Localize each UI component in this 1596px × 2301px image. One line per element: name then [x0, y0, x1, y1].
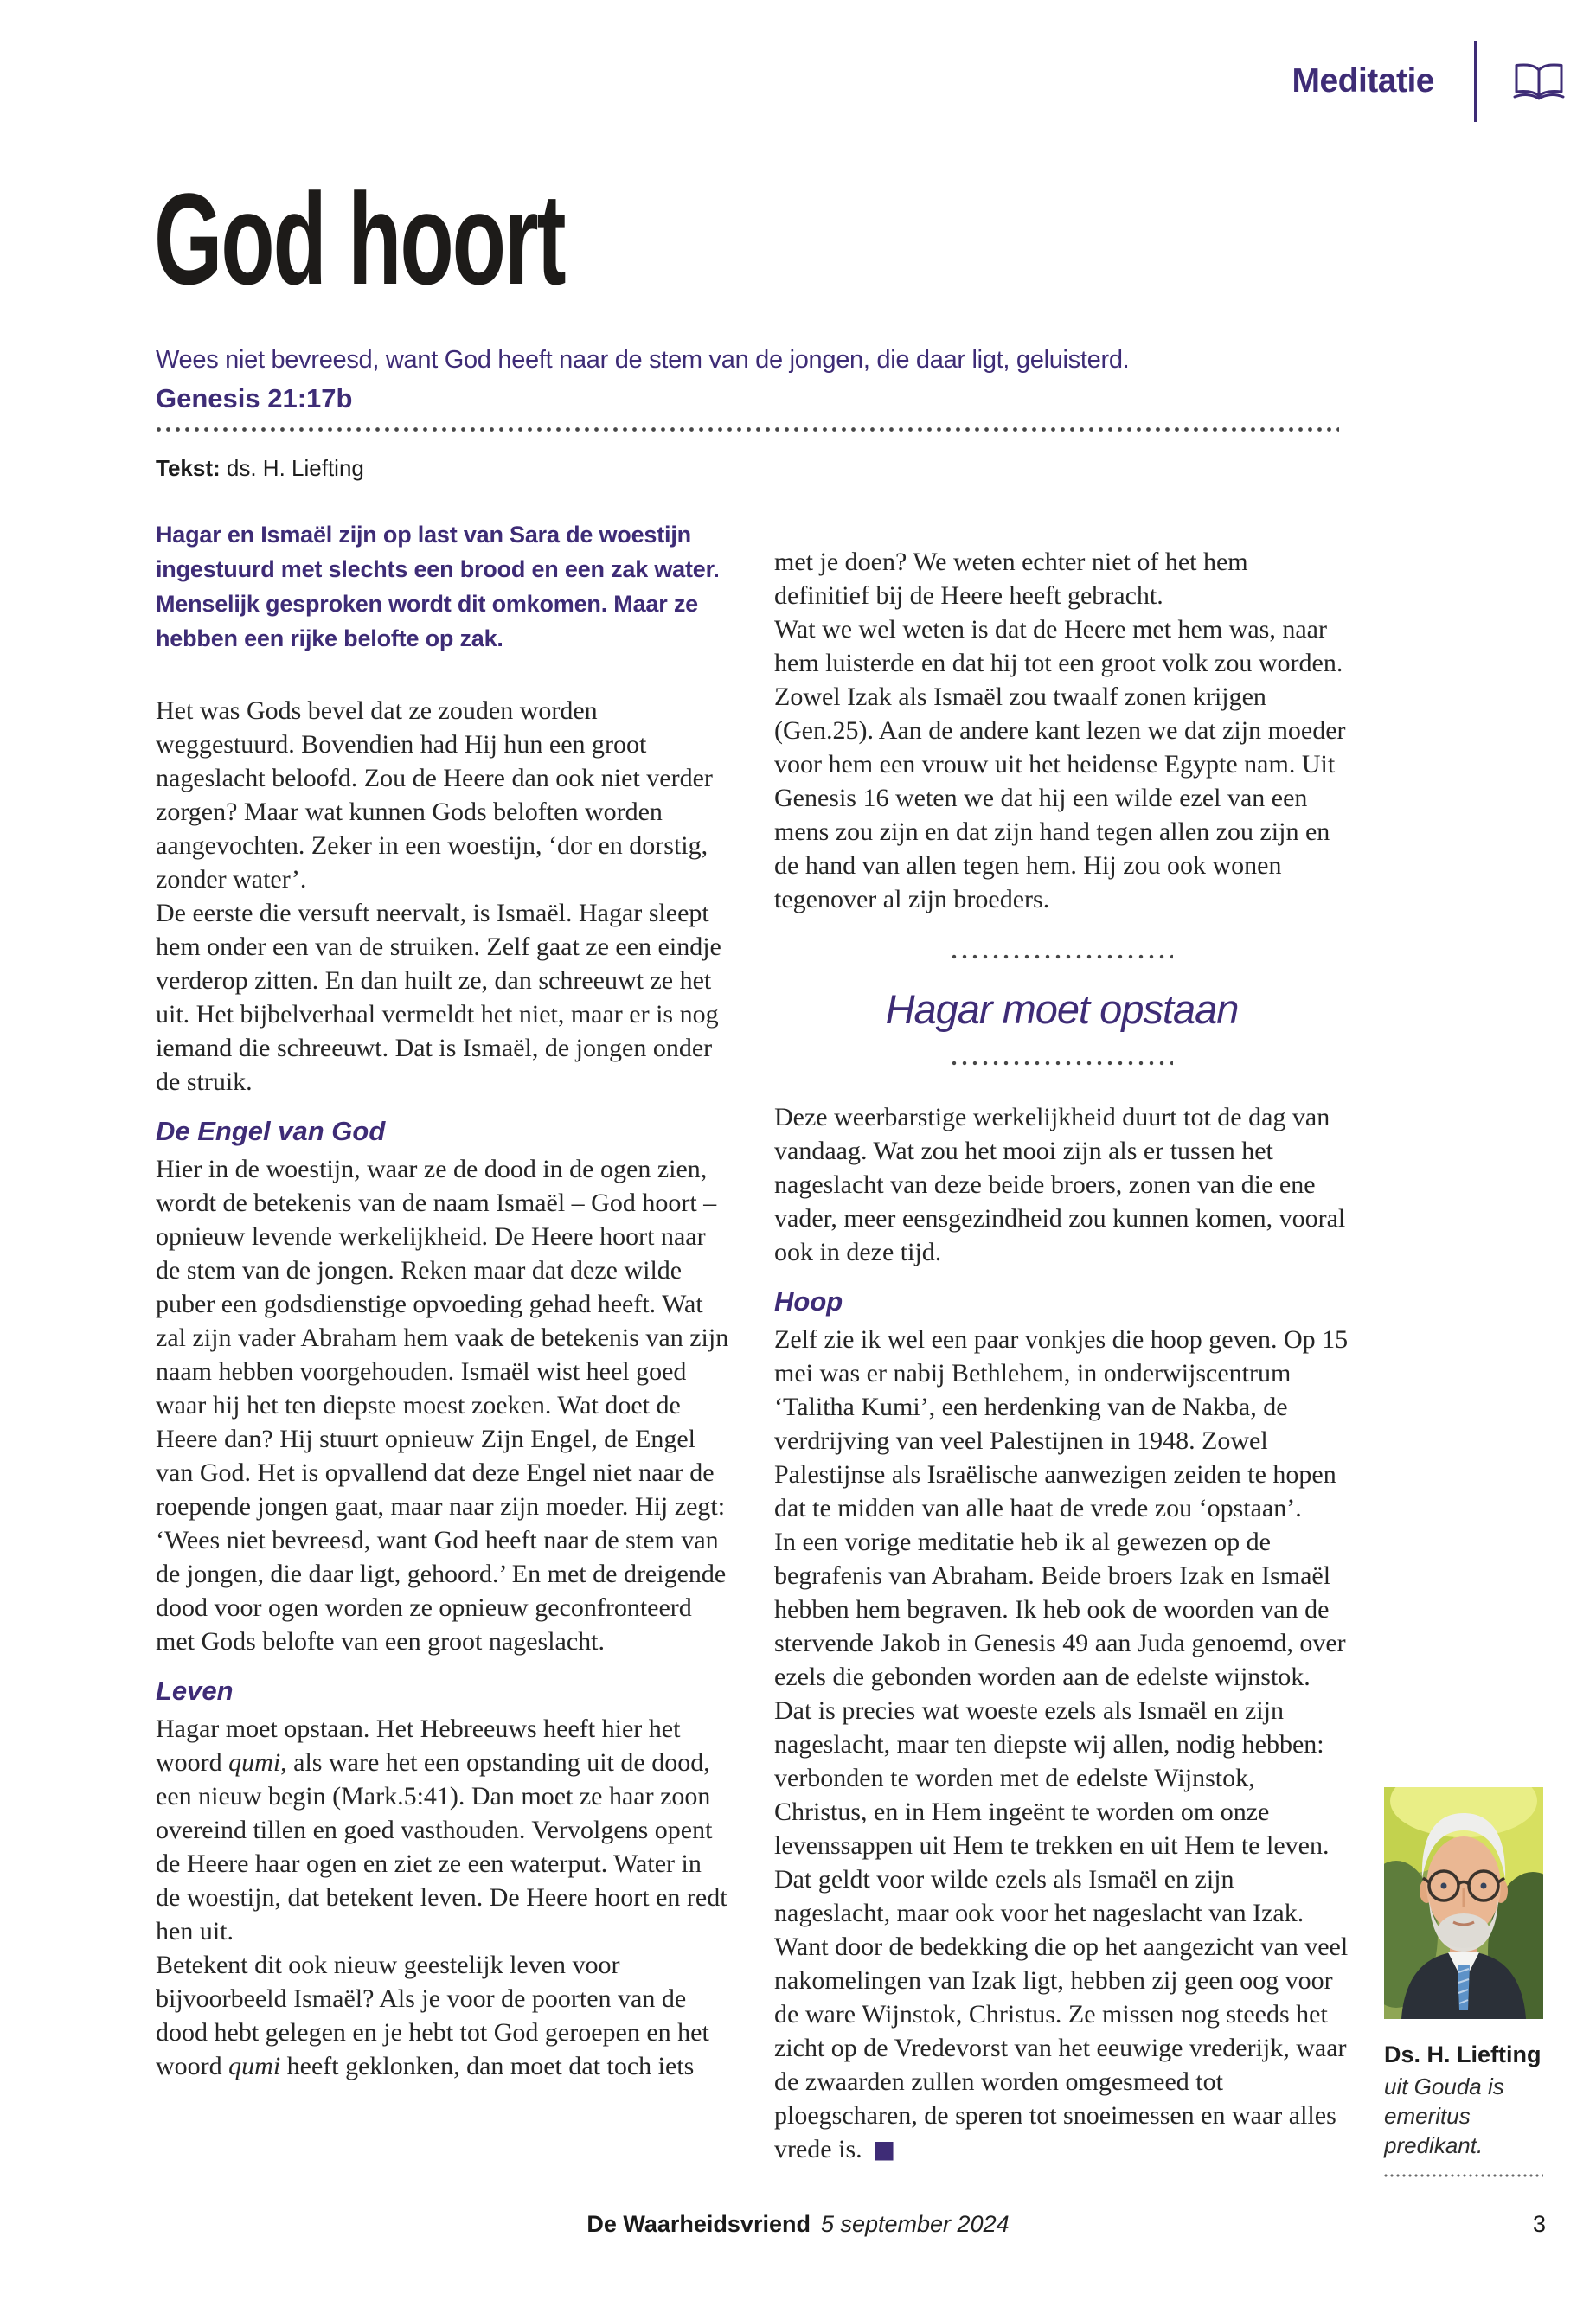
- pull-quote-rule-bottom: [952, 1061, 1173, 1066]
- body-paragraph: Hier in de woestijn, waar ze de dood in de ogen zien, wordt de betekenis van de naam Ismaël – God hoort – opnieuw levende werkelijkheid. De Heere hoort naar de stem van de jongen. Reken maar dat deze wilde puber een godsdienstige opvoeding gehad heeft. Wat zal zijn vader Abraham hem vaak de betekenis van zijn naam hebben voorgehouden. Ismaël wist heel goed waar hij het ten diepste moest zoeken. Wat doet de Heere dan? Hij stuurt opnieuw Zijn Engel, de Engel van God. Het is opvallend dat deze Engel niet naar de roepende jongen gaat, maar naar zijn moeder. Hij zegt: ‘Wees niet bevreesd, want God heeft naar de stem van de jongen, die daar ligt, gehoord.’ En met de dreigende dood voor ogen worden ze opnieuw geconfronteerd met Gods belofte van een groot nageslacht.: [156, 1155, 729, 1656]
- body-paragraph: Hagar moet opstaan. Het Hebreeuws heeft hier het woord qumi, als ware het een opstanding uit de dood, een nieuw begin (Mark.5:41). Dan moet ze haar zoon overeind tillen en goed vasthouden. Vervolgens opent de Heere haar ogen en ziet ze een waterput. Water in de woestijn, dat betekent leven. De Heere hoort en redt hen uit.: [156, 1715, 727, 1945]
- masthead: [1292, 38, 1565, 125]
- pull-quote-text: Hagar moet opstaan: [885, 986, 1239, 1032]
- column-left: [156, 517, 731, 2166]
- column-right: [774, 517, 1349, 2166]
- section-heading: De Engel van God: [156, 1116, 386, 1146]
- page-footer: [586, 2211, 1009, 2238]
- author-description: uit Gouda is emeritus predikant.: [1384, 2073, 1504, 2158]
- body-paragraph: Het was Gods bevel dat ze zouden worden weggestuurd. Bovendien had Hij hun een groot nageslacht beloofd. Zou de Heere dan ook niet verder zorgen? Maar wat kunnen Gods beloften worden aangevochten. Zeker in een woestijn, ‘dor en dorstig, zonder water’.: [156, 696, 713, 894]
- dotted-divider: [156, 426, 1339, 433]
- pull-quote-rule-top: [952, 954, 1173, 959]
- author-box: [1384, 1787, 1543, 2177]
- author-portrait-photo: [1384, 1787, 1543, 2019]
- body-paragraph: In een vorige meditatie heb ik al gewezen op de begrafenis van Abraham. Beide broers Izak en Ismaël hebben hem begraven. Ik heb ook de woorden van de stervende Jakob in Genesis 49 aan Juda genoemd, over ezels die gebonden worden aan de edelste wijnstok. Dat is precies wat woeste ezels als Ismaël en zijn nageslacht, maar ten diepste wij allen, nodig hebben: verbonden te worden met de edelste Wijnstok, Christus, en in Hem ingeënt te worden om onze levenssappen uit Hem te trekken en uit Hem te leven.: [774, 1528, 1346, 1860]
- body-paragraph: Wat we wel weten is dat de Heere met hem was, naar hem luisterde en dat hij tot een groot volk zou worden. Zowel Izak als Ismaël zou twaalf zonen krijgen (Gen.25). Aan de andere kant lezen we dat zijn moeder voor hem een vrouw uit het heidense Egypte nam. Uit Genesis 16 weten we dat hij een wilde ezel van een mens zou zijn en dat zijn hand tegen allen zou zijn en de hand van allen tegen hem. Hij zou ook wonen tegenover al zijn broeders.: [774, 615, 1346, 913]
- article-title: God hoort: [154, 166, 565, 311]
- verse-block: [156, 346, 1129, 414]
- header-divider: [1474, 41, 1477, 122]
- intro-paragraph: Hagar en Ismaël zijn op last van Sara de woestijn ingestuurd met slechts een brood en een zak water. Menselijk gesproken wordt dit omkomen. Maar ze hebben een rijke belofte op zak.: [156, 522, 720, 651]
- pull-quote: [774, 954, 1349, 1066]
- body-paragraph: met je doen? We weten echter niet of het hem definitief bij de Heere heeft gebracht.: [774, 548, 1248, 610]
- page-number: 3: [1532, 2211, 1546, 2237]
- verse-text: Wees niet bevreesd, want God heeft naar de stem van de jongen, die daar ligt, geluisterd.: [156, 346, 1130, 374]
- article-end-mark: ■: [872, 2135, 896, 2163]
- body-paragraph: Betekent dit ook nieuw geestelijk leven voor bijvoorbeeld Ismaël? Als je voor de poorten van de dood hebt gelegen en je hebt tot God geroepen en het woord qumi heeft geklonken, dan moet dat toch iets: [156, 1951, 709, 2080]
- article-body: [156, 517, 1349, 2166]
- issue-date: 5 september 2024: [820, 2211, 1010, 2237]
- verse-reference: Genesis 21:17b: [156, 383, 353, 413]
- body-paragraph: Deze weerbarstige werkelijkheid duurt tot de dag van vandaag. Wat zou het mooi zijn als er tussen het nageslacht van deze beide broers, zonen van die ene vader, meer eensgezindheid zou kunnen komen, vooral ook in deze tijd.: [774, 1103, 1346, 1266]
- author-name: Ds. H. Liefting: [1384, 2041, 1542, 2067]
- open-book-icon: [1513, 61, 1565, 102]
- byline-author: ds. H. Liefting: [226, 455, 364, 481]
- body-paragraph: De eerste die versuft neervalt, is Ismaël. Hagar sleept hem onder een van de struiken. Zelf gaat ze een eindje verderop zitten. En dan huilt ze, dan schreeuwt ze het uit. Het bijbelverhaal vermeldt het niet, maar er is nog iemand die schreeuwt. Dat is Ismaël, de jongen onder de struik.: [156, 899, 721, 1096]
- section-label: Meditatie: [1292, 62, 1434, 99]
- caption-dotted-divider: [1384, 2174, 1543, 2177]
- byline-label: Tekst:: [156, 455, 221, 481]
- body-paragraph: Dat geldt voor wilde ezels als Ismaël en zijn nageslacht, maar ook voor het nageslacht van Izak. Want door de bedekking die op het aangezicht van veel nakomelingen van Izak ligt, hebben zij geen oog voor de ware Wijnstok, Christus. Ze missen nog steeds het zicht op de Vredevorst van het eeuwige vrederijk, waar de zwaarden zullen worden omgesmeed tot ploegscharen, de speren tot snoeimessen en waar alles vrede is. ■: [774, 1865, 1349, 2163]
- section-heading: Leven: [156, 1676, 234, 1706]
- magazine-name: De Waarheidsvriend: [586, 2211, 811, 2237]
- body-paragraph: Zelf zie ik wel een paar vonkjes die hoop geven. Op 15 mei was er nabij Bethlehem, in onderwijscentrum ‘Talitha Kumi’, een herdenking van de Nakba, de verdrijving van veel Palestijnen in 1948. Zowel Palestijnse als Israëlische aanwezigen zeiden te hopen dat te midden van alle haat de vrede zou ‘opstaan’.: [774, 1325, 1349, 1522]
- byline: [156, 455, 364, 482]
- section-heading: Hoop: [774, 1286, 843, 1317]
